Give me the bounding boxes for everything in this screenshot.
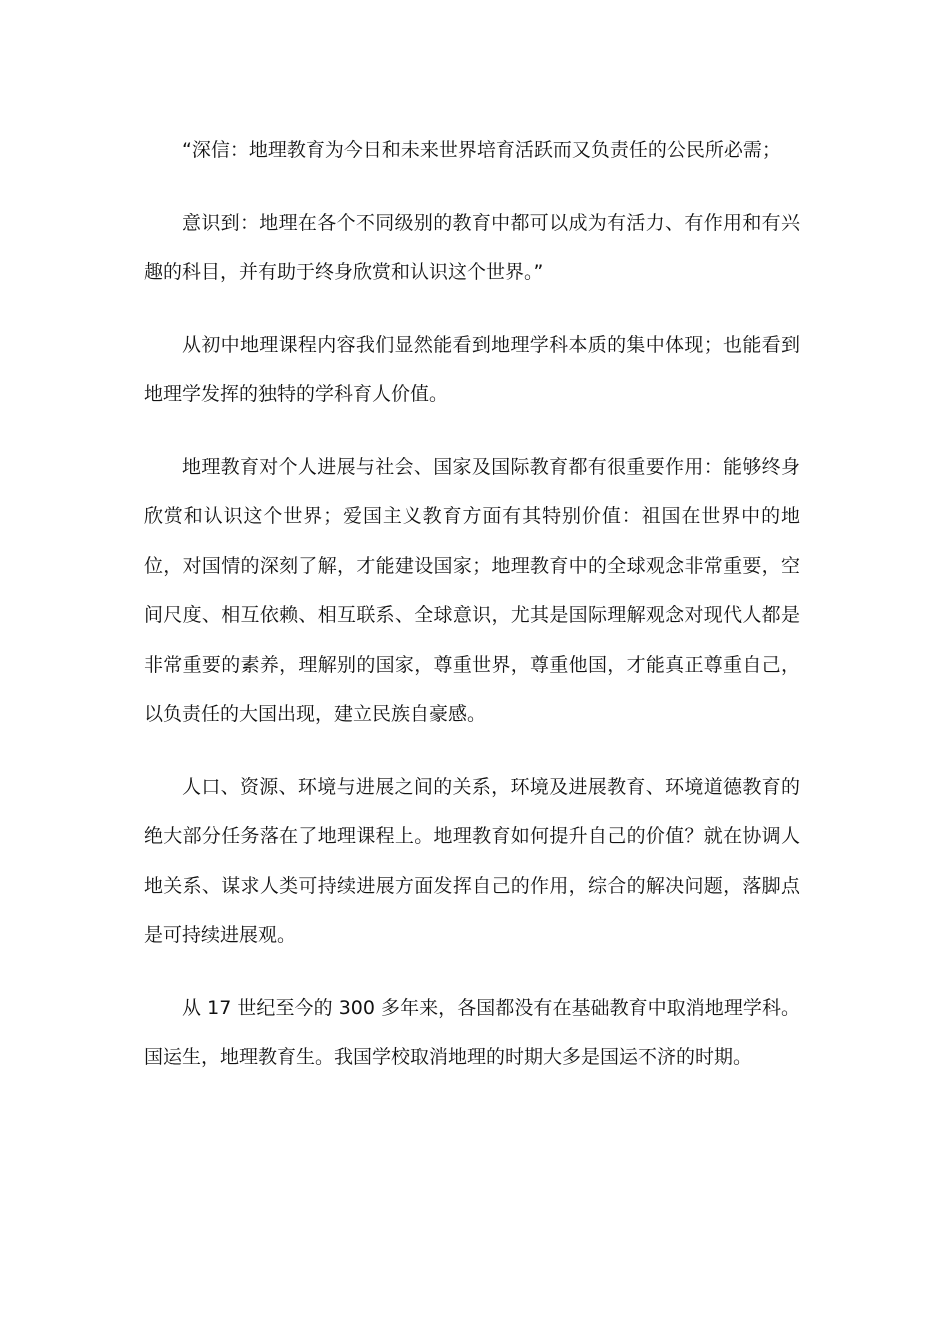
paragraph-awareness: 意识到：地理在各个不同级别的教育中都可以成为有活力、有作用和有兴趣的科目，并有助于终身欣赏和认识这个世界。” xyxy=(144,211,800,283)
paragraph-importance: 地理教育对个人进展与社会、国家及国际教育都有很重要作用：能够终身欣赏和认识这个世界；爱国主义教育方面有其特别价值：祖国在世界中的地位，对国情的深刻了解，才能建设国家；地理教育中的全球观念非常重要，空间尺度、相互依赖、相互联系、全球意识，尤其是国际理解观念对现代人都是非常重要的素养，理解别的国家，尊重世界，尊重他国，才能真正尊重自己，以负责任的大国出现，建立民族自豪感。 xyxy=(144,455,800,725)
paragraph-environment: 人口、资源、环境与进展之间的关系，环境及进展教育、环境道德教育的绝大部分任务落在了地理课程上。地理教育如何提升自己的价值？就在协调人地关系、谋求人类可持续进展方面发挥自己的作用，综合的解决问题，落脚点是可持续进展观。 xyxy=(144,775,800,946)
document-body xyxy=(144,126,800,1106)
paragraph-curriculum: 从初中地理课程内容我们显然能看到地理学科本质的集中体现；也能看到地理学发挥的独特的学科育人价值。 xyxy=(144,333,800,405)
paragraph-history: 从 17 世纪至今的 300 多年来，各国都没有在基础教育中取消地理学科。国运生，地理教育生。我国学校取消地理的时期大多是国运不济的时期。 xyxy=(144,996,800,1068)
paragraph-conviction: “深信：地理教育为今日和未来世界培育活跃而又负责任的公民所必需； xyxy=(182,139,781,161)
